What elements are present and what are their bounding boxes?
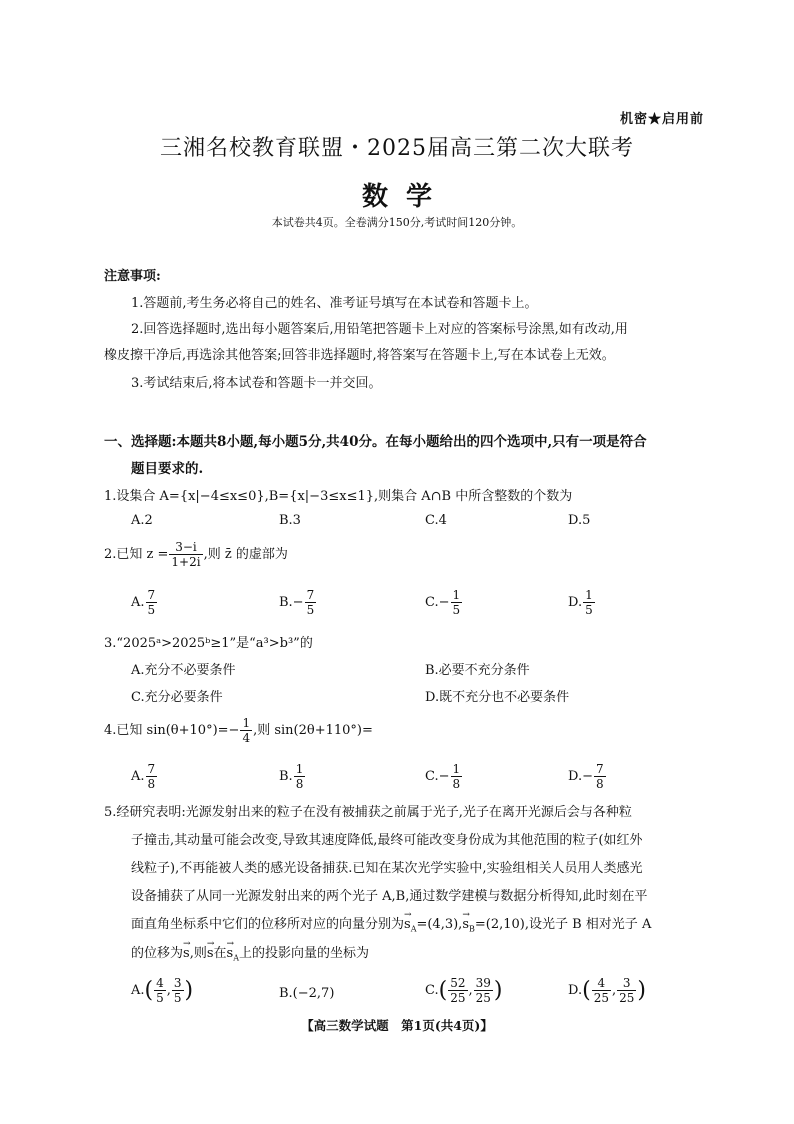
q5-option-a: A.( $\frac{4}{5}$ , $\frac{3}{5}$ ) — [131, 976, 194, 1005]
section-heading: 一、选择题:本题共8小题,每小题5分,共40分。在每小题给出的四个选项中,只有一项是符合 — [104, 434, 647, 450]
paren-left: ( — [582, 978, 591, 1003]
q2-pre: 2.已知 z = — [104, 547, 169, 562]
vector-s-2 — [207, 941, 214, 967]
confidential-mark: 机密★启用前 — [620, 112, 705, 127]
q1-option-c: C.4 — [425, 513, 447, 528]
q2-c-prefix: C.− — [425, 595, 450, 610]
notice-item-2b: 橡皮擦干净后,再选涂其他答案;回答非选择题时,将答案写在答题卡上,写在本试卷上无效。 — [104, 348, 615, 363]
q4-b-num: 1 — [295, 762, 304, 776]
q5-line-2: 子撞击,其动量可能会改变,导致其速度降低,最终可能改变身份成为其他范围的粒子(如红外 — [131, 833, 643, 848]
question-3-stem: 3.“2025ᵃ>2025ᵇ≥1”是“a³>b³”的 — [104, 636, 313, 651]
q5-option-b: B.(−2,7) — [279, 986, 335, 1001]
q2-a-num: 7 — [147, 588, 156, 602]
s2-letter: s — [206, 946, 214, 961]
q2-b-num: 7 — [306, 588, 315, 602]
q2-num: 3−i — [169, 540, 202, 555]
q4-d-den: 8 — [595, 777, 604, 791]
q2-c-den: 5 — [452, 603, 461, 617]
q4-a-prefix: A. — [131, 769, 145, 784]
notice-heading: 注意事项: — [104, 269, 161, 284]
q5-a-d2: 5 — [173, 991, 182, 1005]
q5-line6-pre: 的位移为 — [131, 946, 184, 961]
question-2-stem — [104, 540, 288, 569]
vector-sA — [404, 912, 416, 943]
q1-option-a: A.2 — [131, 513, 153, 528]
q2-option-a — [131, 588, 158, 617]
q4-c-den: 8 — [452, 777, 461, 791]
q5-d-prefix: D. — [568, 983, 583, 998]
page-footer: 【高三数学试题 第1页(共4页)】 — [301, 1018, 493, 1033]
q2-a-prefix: A. — [131, 595, 145, 610]
notice-item-2a: 2.回答选择题时,选出每小题答案后,用铅笔把答题卡上对应的答案标号涂黑,如有改动,用 — [131, 322, 628, 337]
q5-a-d1: 5 — [156, 991, 164, 1005]
q3-option-a: A.充分不必要条件 — [131, 663, 236, 678]
exam-info: 本试卷共4页。全卷满分150分,考试时间120分钟。 — [271, 216, 523, 229]
paren-right: ) — [184, 978, 194, 1003]
q5-line-1: 5.经研究表明:光源发射出来的粒子在没有被捕获之前属于光子,光子在离开光源后会与各种粒 — [104, 805, 632, 820]
q5-line6-in: 在 — [213, 946, 227, 961]
q2-b-prefix: B.− — [279, 595, 304, 610]
sB-letter: s — [462, 917, 469, 932]
q5-line-3: 线粒子),不再能被人类的感光设备捕获.已知在某次光学实验中,实验组相关人员用人类感光 — [131, 861, 643, 876]
q4-option-c — [425, 762, 463, 791]
q5-c-d1: 25 — [450, 991, 466, 1005]
q5-d-n1: 4 — [592, 976, 611, 991]
q5-c-n2: 39 — [475, 976, 491, 990]
q5-d-d1: 25 — [593, 991, 609, 1005]
question-1-stem: 1.设集合 A={x|−4≤x≤0},B={x|−3≤x≤1},则集合 A∩B 中所含整数的个数为 — [104, 489, 573, 504]
q2-post: ,则 z̄ 的虚部为 — [203, 547, 288, 562]
q2-d-num: 1 — [585, 588, 593, 602]
q4-post: ,则 sin(2θ+110°)= — [253, 723, 373, 738]
q4-a-num: 7 — [147, 762, 156, 776]
q4-fraction — [240, 716, 252, 745]
q5-a-n2: 3 — [173, 976, 182, 990]
s-letter: s — [183, 946, 190, 961]
exam-title: 三湘名校教育联盟・2025届高三第二次大联考 — [160, 136, 634, 161]
sB-subscript: B — [468, 924, 475, 934]
q5-option-c: C.( $\frac{52}{25}$ , $\frac{39}{25}$ ) — [425, 976, 503, 1005]
q4-a-den: 8 — [147, 777, 156, 791]
subject-title: 数学 — [361, 182, 450, 212]
q5-line5-text: 面直角坐标系中它们的位移所对应的向量分别为 — [131, 917, 405, 932]
section-heading-cont: 题目要求的. — [131, 461, 204, 477]
paren-left: ( — [438, 978, 448, 1003]
q2-option-b — [279, 588, 317, 617]
q1-option-b: B.3 — [279, 513, 301, 528]
q5-a-prefix: A. — [131, 983, 145, 998]
q5-line6-mid: ,则 — [189, 946, 207, 961]
sA2-subscript: A — [233, 953, 239, 963]
q5-c-d2: 25 — [475, 991, 491, 1005]
vector-s — [183, 941, 190, 967]
q5-line6-post: 上的投影向量的坐标为 — [238, 946, 369, 961]
paren-left: ( — [144, 978, 154, 1003]
q5-c-n1: 52 — [450, 976, 466, 990]
q2-den: 1+2i — [171, 555, 201, 569]
q2-d-den: 5 — [585, 603, 593, 617]
q2-b-den: 5 — [306, 603, 315, 617]
q4-den: 4 — [242, 731, 251, 745]
paren-right: ) — [493, 978, 503, 1003]
sA-value: =(4,3), — [416, 917, 463, 932]
q3-option-d: D.既不充分也不必要条件 — [425, 690, 570, 705]
q4-pre: 4.已知 sin(θ+10°)=− — [104, 723, 240, 738]
sA-letter: s — [404, 917, 411, 932]
vector-sB — [462, 912, 475, 943]
paren-right: ) — [637, 978, 646, 1003]
q2-fraction — [169, 540, 202, 569]
q3-option-c: C.充分必要条件 — [131, 690, 223, 705]
question-4-stem — [104, 716, 373, 745]
q5-c-prefix: C. — [425, 983, 439, 998]
q4-option-b — [279, 762, 306, 791]
sA2-letter: s — [226, 946, 234, 961]
q2-c-num: 1 — [452, 588, 461, 602]
q2-option-d — [568, 588, 596, 617]
q3-option-b: B.必要不充分条件 — [425, 663, 530, 678]
q5-a-n1: 4 — [156, 976, 164, 990]
q5-line-6 — [131, 941, 369, 972]
q5-d-n2: 3 — [617, 976, 636, 991]
q4-option-a — [131, 762, 158, 791]
q4-d-num: 7 — [595, 762, 604, 776]
sB-value: =(2,10),设光子 B 相对光子 A — [474, 917, 652, 932]
vector-sA-2 — [227, 941, 239, 972]
notice-item-3: 3.考试结束后,将本试卷和答题卡一并交回。 — [131, 376, 382, 391]
q2-d-prefix: D. — [568, 595, 583, 610]
q2-option-c — [425, 588, 463, 617]
q2-a-den: 5 — [147, 603, 156, 617]
q1-option-d: D.5 — [568, 513, 591, 528]
sA-subscript: A — [410, 924, 417, 934]
q4-d-prefix: D.− — [568, 769, 593, 784]
q4-b-prefix: B. — [279, 769, 293, 784]
q4-b-den: 8 — [295, 777, 304, 791]
notice-item-1: 1.答题前,考生务必将自己的姓名、准考证号填写在本试卷和答题卡上。 — [131, 296, 538, 311]
q4-option-d — [568, 762, 607, 791]
q5-line-4: 设备捕获了从同一光源发射出来的两个光子 A,B,通过数学建模与数据分析得知,此时刻在平 — [131, 889, 648, 904]
q4-c-num: 1 — [452, 762, 461, 776]
q4-num: 1 — [242, 716, 251, 730]
q5-d-d2: 25 — [619, 991, 635, 1005]
q5-option-d: D.( $\frac{4}{25}$ , $\frac{3}{25}$ ) — [568, 976, 646, 1005]
q4-c-prefix: C.− — [425, 769, 450, 784]
